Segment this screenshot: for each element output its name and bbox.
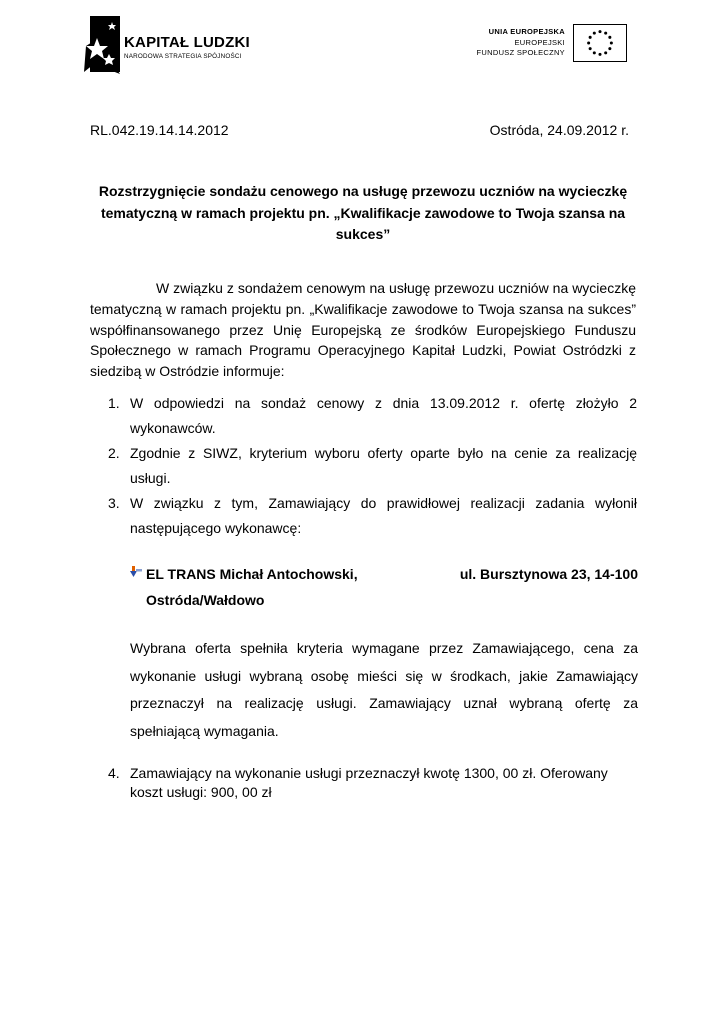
- list-item: [90, 491, 637, 541]
- list-item-number: 3.: [108, 495, 120, 511]
- selected-contractor: [130, 561, 638, 613]
- intro-paragraph: [90, 278, 636, 382]
- eu-logo-line2: EUROPEJSKI: [514, 38, 565, 47]
- document-reference: RL.042.19.14.14.2012: [90, 122, 229, 138]
- contractor-address: ul. Bursztynowa 23, 14-100: [459, 566, 638, 582]
- contractor-name: EL TRANS Michał Antochowski,: [146, 566, 358, 582]
- eu-flag-icon: [573, 24, 627, 62]
- list-item-number: 1.: [108, 395, 120, 411]
- list-item-text: W związku z tym, Zamawiający do prawidłowej realizacji zadania wyłonił następującego wykonawcę:: [130, 495, 637, 536]
- intro-text: W związku z sondażem cenowym na usługę przewozu uczniów na wycieczkę tematyczną w ramach projektu pn. „Kwalifikacje zawodowe to Twoja szansa na sukces” współfinansowanego przez Unię Europejską ze środków Europejskiego Funduszu Społecznego w ramach Programu Operacyjnego Kapitał Ludzki, Powiat Ostródzki z siedzibą w Ostródzie informuje:: [90, 280, 636, 380]
- contractor-city: Ostróda/Wałdowo: [146, 592, 265, 608]
- list-item: [90, 441, 637, 491]
- list-item: [90, 764, 640, 802]
- list-item-text: W odpowiedzi na sondaż cenowy z dnia 13.09.2012 r. ofertę złożyło 2 wykonawców.: [130, 395, 637, 436]
- kapital-ludzki-logo: [84, 16, 274, 74]
- eu-logo: [472, 22, 627, 64]
- document-title: Rozstrzygnięcie sondażu cenowego na usługę przewozu uczniów na wycieczkę tematyczną w ramach projektu pn. „Kwalifikacje zawodowe to Twoja szansa na sukces”: [98, 183, 628, 242]
- eu-logo-line3: FUNDUSZ SPOŁECZNY: [476, 48, 565, 57]
- list-item-number: 4.: [108, 765, 120, 781]
- list-item-number: 2.: [108, 445, 120, 461]
- selection-note: Wybrana oferta spełniła kryteria wymagane przez Zamawiającego, cena za wykonanie usługi wybraną osobę mieści się w środkach, jakie Zamawiający przeznaczył na realizację usługi. Zamawiający uznał wybraną ofertę za spełniającą wymagania.: [130, 640, 638, 739]
- kapital-ludzki-star-icon: [84, 16, 122, 74]
- arrow-bullet-icon: [130, 566, 142, 578]
- list-item-text: Zamawiający na wykonanie usługi przeznaczył kwotę 1300, 00 zł. Oferowany koszt usługi: 900, 00 zł: [130, 765, 608, 800]
- eu-logo-line1: UNIA EUROPEJSKA: [488, 27, 565, 36]
- list-item-text: Zgodnie z SIWZ, kryterium wyboru oferty oparte było na cenie za realizację usługi.: [130, 445, 637, 486]
- kapital-ludzki-title: KAPITAŁ LUDZKI: [124, 34, 250, 51]
- list-item: [90, 391, 637, 441]
- place-and-date: Ostróda, 24.09.2012 r.: [489, 122, 629, 138]
- kapital-ludzki-subtitle: NARODOWA STRATEGIA SPÓJNOŚCI: [124, 53, 242, 60]
